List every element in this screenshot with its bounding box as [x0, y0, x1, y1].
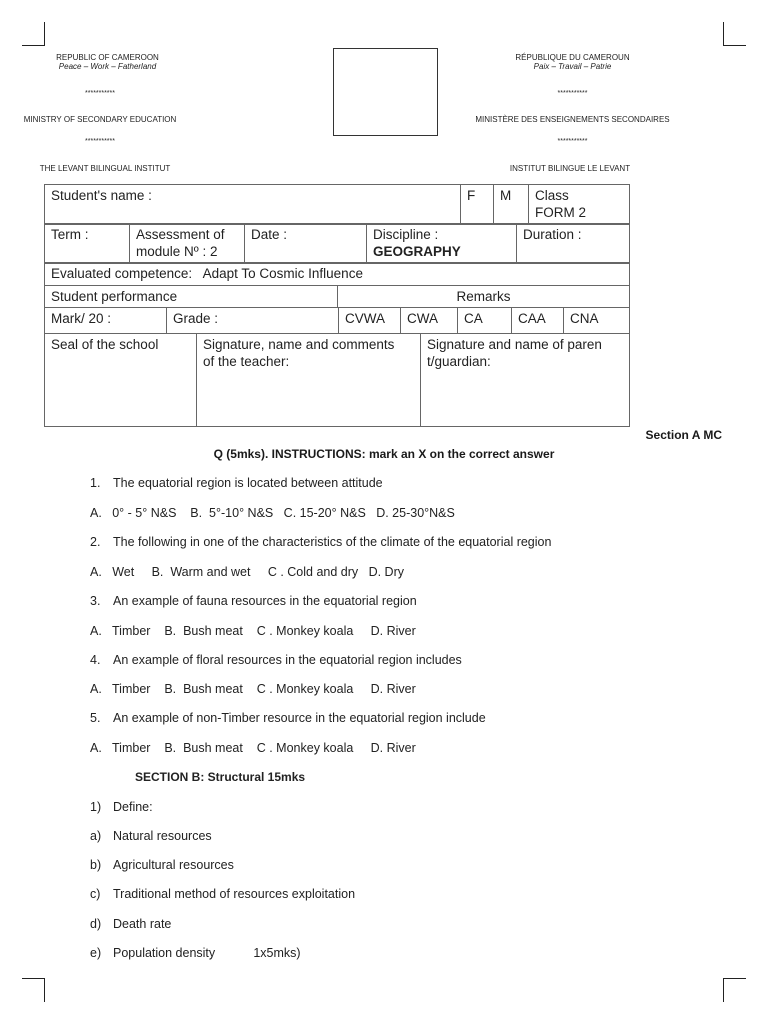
- ministry-en: MINISTRY OF SECONDARY EDUCATION: [23, 115, 177, 124]
- question-5-options: A. Timber B. Bush meat C . Monkey koala D. River: [90, 741, 416, 755]
- define-item-d-text: Death rate: [113, 917, 172, 931]
- question-2-text: The following in one of the characteristics of the climate of the equatorial region: [113, 535, 552, 549]
- question-4-number: 4.: [90, 653, 101, 667]
- seal-cell: [45, 334, 197, 427]
- question-4-text: An example of floral resources in the equatorial region includes: [113, 653, 462, 667]
- f-label: F: [467, 188, 476, 203]
- student-performance-label: Student performance: [51, 289, 178, 304]
- module-number: module Nº : 2: [136, 244, 218, 259]
- caa-label: CAA: [518, 311, 546, 326]
- section-b-question-number: 1): [90, 800, 102, 814]
- crop-mark-top-right-v: [723, 22, 724, 46]
- ca-cell: [458, 308, 512, 334]
- info-table-row1: [44, 184, 630, 225]
- define-item-a-label: a): [90, 829, 102, 843]
- ministry-fr: MINISTÈRE DES ENSEIGNEMENTS SECONDAIRES: [475, 115, 670, 124]
- header-right: [495, 53, 650, 71]
- term-label: Term :: [51, 227, 89, 242]
- crop-mark-top-left-v: [44, 22, 45, 46]
- define-item-d-label: d): [90, 917, 102, 931]
- cvwa-label: CVWA: [345, 311, 385, 326]
- date-cell: [245, 224, 367, 264]
- crop-mark-bottom-right-v: [723, 978, 724, 1002]
- duration-label: Duration :: [523, 227, 582, 242]
- country-en: REPUBLIC OF CAMEROON: [56, 53, 159, 62]
- info-table-row2: [44, 223, 630, 264]
- question-3-number: 3.: [90, 594, 101, 608]
- cvwa-cell: [339, 308, 401, 334]
- question-3-options: A. Timber B. Bush meat C . Monkey koala D. River: [90, 624, 416, 638]
- class-label: Class: [535, 188, 569, 203]
- question-1-text: The equatorial region is located between attitude: [113, 476, 383, 490]
- competence-cell: [45, 263, 630, 286]
- seal-label: Seal of the school: [51, 337, 159, 352]
- parent-signature-label-2: t/guardian:: [427, 354, 491, 369]
- cwa-label: CWA: [407, 311, 438, 326]
- ca-label: CA: [464, 311, 483, 326]
- discipline-cell: [367, 224, 517, 264]
- class-cell: [529, 185, 630, 225]
- define-item-e-label: e): [90, 946, 102, 960]
- question-4-options: A. Timber B. Bush meat C . Monkey koala D. River: [90, 682, 416, 696]
- crop-mark-bottom-left-h: [22, 978, 45, 979]
- motto-en: Peace – Work – Fatherland: [58, 62, 157, 71]
- stars-right-1: ***********: [557, 90, 588, 97]
- motto-fr: Paix – Travail – Patrie: [533, 62, 612, 71]
- stars-right-2: ***********: [557, 138, 588, 145]
- section-a-instructions: Q (5mks). INSTRUCTIONS: mark an X on the correct answer: [213, 447, 555, 461]
- remarks-cell: [338, 286, 630, 308]
- caa-cell: [512, 308, 564, 334]
- crop-mark-bottom-left-v: [44, 978, 45, 1002]
- student-performance-cell: [45, 286, 338, 308]
- cna-label: CNA: [570, 311, 599, 326]
- assessment-cell: [130, 224, 245, 264]
- section-b-title: SECTION B: Structural 15mks: [135, 770, 306, 784]
- crop-mark-top-right-h: [723, 45, 746, 46]
- define-item-b-text: Agricultural resources: [113, 858, 234, 872]
- info-table-row6: [44, 333, 630, 427]
- info-table-row3: [44, 262, 630, 286]
- student-name-cell: [45, 185, 461, 225]
- competence-value: Adapt To Cosmic Influence: [202, 266, 363, 281]
- question-1-number: 1.: [90, 476, 101, 490]
- term-cell: [45, 224, 130, 264]
- define-item-c-label: c): [90, 887, 101, 901]
- remarks-label: Remarks: [456, 289, 511, 304]
- info-table-row4: [44, 285, 630, 308]
- school-fr: INSTITUT BILINGUE LE LEVANT: [509, 164, 631, 173]
- discipline-value: GEOGRAPHY: [373, 244, 461, 259]
- define-item-e-text: Population density 1x5mks): [113, 946, 301, 960]
- stars-left-2: ***********: [85, 138, 115, 145]
- discipline-label: Discipline :: [373, 227, 439, 242]
- assessment-label: Assessment of: [136, 227, 225, 242]
- section-a-title: Section A MC: [645, 428, 722, 442]
- student-name-label: Student's name :: [51, 188, 152, 203]
- m-label: M: [500, 188, 512, 203]
- f-cell: [461, 185, 494, 225]
- teacher-signature-label-2: of the teacher:: [203, 354, 290, 369]
- cna-cell: [564, 308, 630, 334]
- teacher-signature-label: Signature, name and comments: [203, 337, 395, 352]
- info-table-row5: [44, 307, 630, 334]
- stars-left-1: ***********: [85, 90, 115, 97]
- header-left: [30, 53, 185, 71]
- question-3-text: An example of fauna resources in the equatorial region: [113, 594, 417, 608]
- competence-label: Evaluated competence:: [51, 266, 193, 281]
- mark-cell: [45, 308, 167, 334]
- cwa-cell: [401, 308, 458, 334]
- crop-mark-top-left-h: [22, 45, 45, 46]
- section-b-question-text: Define:: [113, 800, 153, 814]
- question-2-options: A. Wet B. Warm and wet C . Cold and dry D. Dry: [90, 565, 404, 579]
- parent-signature-cell: [421, 334, 630, 427]
- question-5-text: An example of non-Timber resource in the equatorial region include: [113, 711, 486, 725]
- question-2-number: 2.: [90, 535, 101, 549]
- question-1-options: A. 0° - 5° N&S B. 5°-10° N&S C. 15-20° N&S D. 25-30°N&S: [90, 506, 455, 520]
- photo-box: [333, 48, 438, 136]
- define-item-c-text: Traditional method of resources exploitation: [113, 887, 356, 901]
- parent-signature-label: Signature and name of paren: [427, 337, 602, 352]
- m-cell: [494, 185, 529, 225]
- define-item-a-text: Natural resources: [113, 829, 212, 843]
- crop-mark-bottom-right-h: [723, 978, 746, 979]
- school-en: THE LEVANT BILINGUAL INSTITUT: [39, 164, 171, 173]
- duration-cell: [517, 224, 630, 264]
- country-fr: RÉPUBLIQUE DU CAMEROUN: [515, 53, 630, 62]
- question-5-number: 5.: [90, 711, 101, 725]
- define-item-b-label: b): [90, 858, 102, 872]
- class-value: FORM 2: [535, 205, 587, 220]
- teacher-signature-cell: [197, 334, 421, 427]
- grade-cell: [167, 308, 339, 334]
- date-label: Date :: [251, 227, 288, 242]
- grade-label: Grade :: [173, 311, 219, 326]
- mark-label: Mark/ 20 :: [51, 311, 112, 326]
